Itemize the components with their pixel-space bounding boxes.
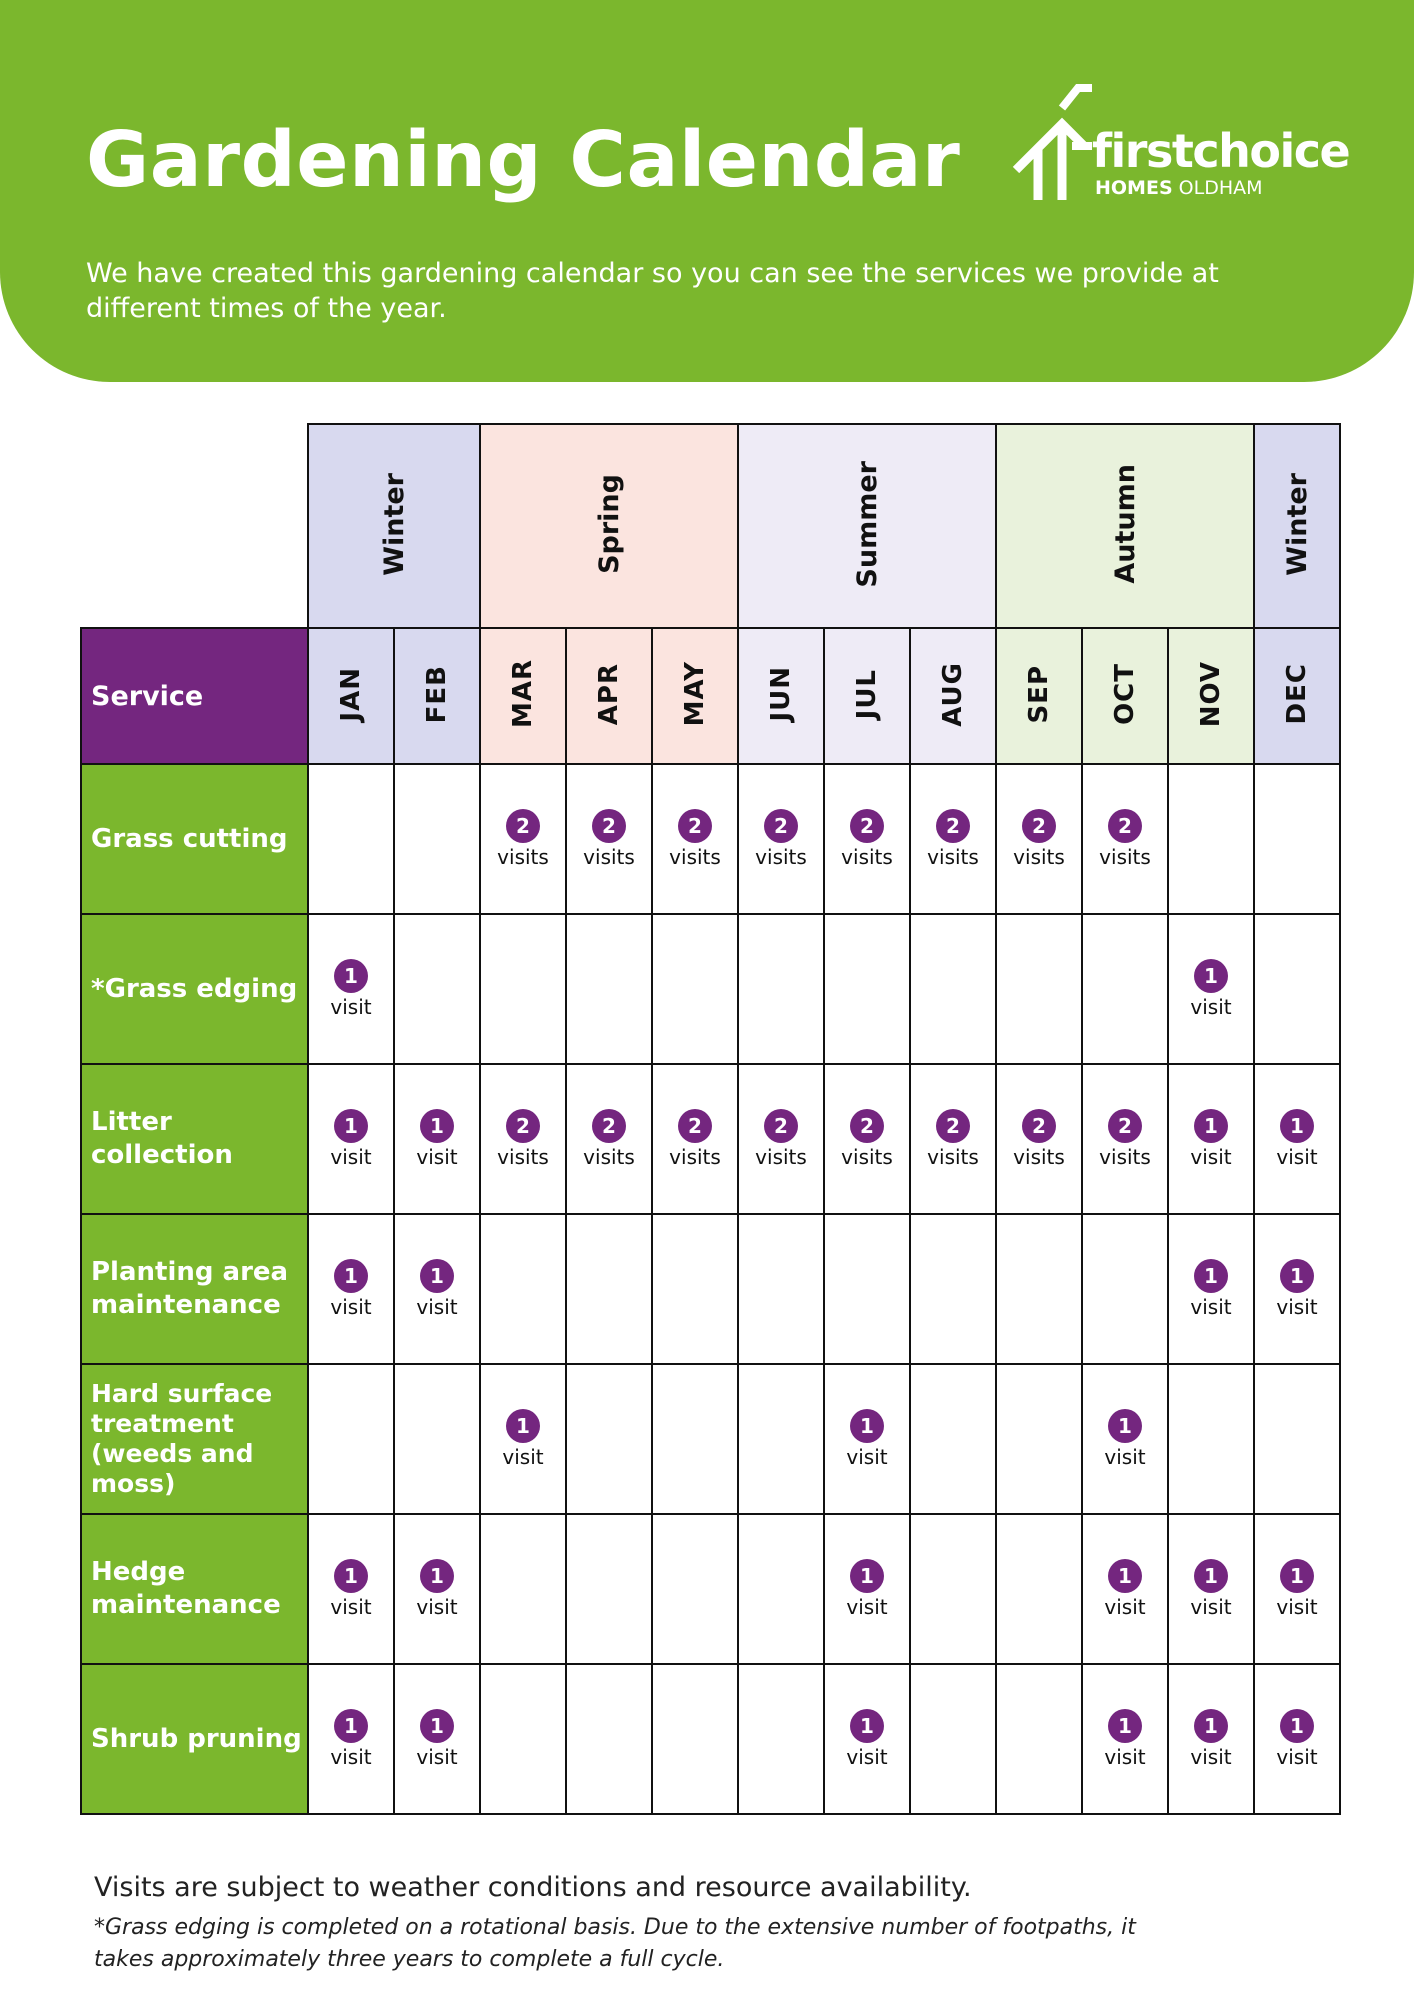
- visit-cell: [1082, 1514, 1168, 1664]
- visit-cell: [824, 1664, 910, 1814]
- season-header-winter: [308, 424, 480, 628]
- service-row: [81, 1214, 1340, 1364]
- visit-count-badge: 1: [850, 1409, 884, 1443]
- visit-count-badge: 1: [1108, 1409, 1142, 1443]
- month-label: JUN: [766, 666, 796, 722]
- visit-cell: [1168, 764, 1254, 914]
- visit-unit-label: visit: [1104, 1595, 1146, 1619]
- visit-count-badge: 2: [1022, 1109, 1056, 1143]
- month-label: DEC: [1282, 663, 1312, 725]
- visit-cell: [566, 1214, 652, 1364]
- visit-cell: [1168, 1664, 1254, 1814]
- visit-unit-label: visit: [330, 1745, 372, 1769]
- visit-count-badge: 1: [1194, 1259, 1228, 1293]
- visit-cell: [566, 1664, 652, 1814]
- visit-unit-label: visit: [502, 1445, 544, 1469]
- service-name: Shrub pruning: [81, 1664, 308, 1814]
- visit-cell: [652, 1514, 738, 1664]
- visit-unit-label: visit: [1276, 1745, 1318, 1769]
- visit-unit-label: visit: [330, 1295, 372, 1319]
- visit-cell: [566, 764, 652, 914]
- visit-cell: [308, 1664, 394, 1814]
- month-label: AUG: [938, 661, 968, 727]
- visit-unit-label: visit: [416, 1295, 458, 1319]
- visit-unit-label: visit: [1276, 1295, 1318, 1319]
- visit-cell: [652, 1214, 738, 1364]
- visit-count-badge: 1: [850, 1709, 884, 1743]
- season-header-winter: [1254, 424, 1340, 628]
- visit-cell: [566, 1514, 652, 1664]
- visit-cell: [394, 1064, 480, 1214]
- visit-count-badge: 2: [592, 809, 626, 843]
- visit-count-badge: 1: [334, 1559, 368, 1593]
- visit-cell: [566, 1364, 652, 1514]
- month-header-may: [652, 628, 738, 764]
- visit-unit-label: visit: [416, 1595, 458, 1619]
- visit-cell: [738, 764, 824, 914]
- visit-cell: [480, 1364, 566, 1514]
- visit-unit-label: visits: [1013, 845, 1065, 869]
- visit-cell: [1254, 1514, 1340, 1664]
- visit-count-badge: 2: [506, 1109, 540, 1143]
- month-header-apr: [566, 628, 652, 764]
- visit-cell: [394, 1214, 480, 1364]
- month-label: NOV: [1196, 660, 1226, 728]
- visit-cell: [308, 1214, 394, 1364]
- visit-count-badge: 2: [678, 1109, 712, 1143]
- visit-count-badge: 1: [334, 959, 368, 993]
- visit-cell: [652, 914, 738, 1064]
- season-header-summer: [738, 424, 996, 628]
- visit-count-badge: 1: [1280, 1259, 1314, 1293]
- visit-unit-label: visits: [927, 845, 979, 869]
- visit-cell: [738, 1064, 824, 1214]
- visit-cell: [1168, 1214, 1254, 1364]
- visit-unit-label: visits: [841, 1145, 893, 1169]
- visit-cell: [652, 1364, 738, 1514]
- visit-cell: [996, 764, 1082, 914]
- visit-cell: [1082, 1364, 1168, 1514]
- visit-count-badge: 1: [1108, 1559, 1142, 1593]
- month-header-jun: [738, 628, 824, 764]
- visit-cell: [1254, 914, 1340, 1064]
- visit-cell: [824, 914, 910, 1064]
- service-name: Grass cutting: [81, 764, 308, 914]
- visit-cell: [996, 1364, 1082, 1514]
- visit-count-badge: 2: [678, 809, 712, 843]
- visit-unit-label: visits: [497, 845, 549, 869]
- intro-text: We have created this gardening calendar so you can see the services we provide at different times of the year.: [86, 258, 1219, 324]
- visit-count-badge: 1: [420, 1259, 454, 1293]
- visit-count-badge: 2: [850, 1109, 884, 1143]
- visit-cell: [480, 1514, 566, 1664]
- visit-cell: [910, 1664, 996, 1814]
- service-name: Litter collection: [81, 1064, 308, 1214]
- service-name: *Grass edging: [81, 914, 308, 1064]
- blank-corner: [81, 424, 308, 628]
- visit-count-badge: 1: [420, 1709, 454, 1743]
- visit-cell: [1168, 1514, 1254, 1664]
- visit-cell: [824, 1214, 910, 1364]
- visit-unit-label: visit: [1104, 1745, 1146, 1769]
- service-row: [81, 1364, 1340, 1514]
- visit-cell: [738, 1214, 824, 1364]
- visit-count-badge: 1: [1280, 1709, 1314, 1743]
- visit-cell: [308, 1364, 394, 1514]
- visit-unit-label: visits: [583, 845, 635, 869]
- visit-count-badge: 1: [850, 1559, 884, 1593]
- visit-cell: [738, 914, 824, 1064]
- visit-cell: [910, 914, 996, 1064]
- visit-unit-label: visit: [416, 1745, 458, 1769]
- visit-cell: [996, 1064, 1082, 1214]
- season-header-spring: [480, 424, 738, 628]
- visit-cell: [1168, 1064, 1254, 1214]
- visit-unit-label: visits: [497, 1145, 549, 1169]
- visit-cell: [308, 1514, 394, 1664]
- visit-unit-label: visit: [846, 1595, 888, 1619]
- visit-cell: [1082, 914, 1168, 1064]
- visit-cell: [308, 1064, 394, 1214]
- month-header-mar: [480, 628, 566, 764]
- visit-cell: [566, 914, 652, 1064]
- visit-count-badge: 2: [850, 809, 884, 843]
- season-label: Summer: [851, 460, 883, 588]
- month-header-jan: [308, 628, 394, 764]
- visit-unit-label: visit: [1190, 1295, 1232, 1319]
- month-label: APR: [594, 662, 624, 726]
- month-header-aug: [910, 628, 996, 764]
- visit-count-badge: 2: [936, 809, 970, 843]
- page-title: Gardening Calendar: [86, 116, 961, 205]
- visit-cell: [1082, 1664, 1168, 1814]
- visit-cell: [824, 1364, 910, 1514]
- visit-cell: [1168, 1364, 1254, 1514]
- visit-unit-label: visit: [1190, 995, 1232, 1019]
- visit-cell: [480, 1214, 566, 1364]
- visit-count-badge: 1: [334, 1109, 368, 1143]
- visit-cell: [1254, 1664, 1340, 1814]
- visit-cell: [738, 1664, 824, 1814]
- visit-unit-label: visits: [841, 845, 893, 869]
- visit-count-badge: 1: [334, 1259, 368, 1293]
- visit-cell: [1082, 1214, 1168, 1364]
- visit-unit-label: visits: [1013, 1145, 1065, 1169]
- visit-cell: [1082, 764, 1168, 914]
- visits-note: Visits are subject to weather conditions and resource availability.: [94, 1872, 972, 1903]
- visit-count-badge: 1: [1194, 1109, 1228, 1143]
- visit-cell: [652, 1064, 738, 1214]
- visit-cell: [308, 914, 394, 1064]
- visit-unit-label: visit: [330, 1145, 372, 1169]
- month-label: SEP: [1024, 664, 1054, 724]
- visit-unit-label: visits: [1099, 845, 1151, 869]
- firstchoice-logo: [1012, 84, 1350, 204]
- visit-cell: [738, 1514, 824, 1664]
- visit-unit-label: visit: [330, 1595, 372, 1619]
- service-name: Hedge maintenance: [81, 1514, 308, 1664]
- visit-cell: [1082, 1064, 1168, 1214]
- visit-cell: [996, 914, 1082, 1064]
- visit-count-badge: 1: [1280, 1109, 1314, 1143]
- visit-unit-label: visits: [583, 1145, 635, 1169]
- month-label: FEB: [422, 664, 452, 724]
- visit-cell: [1168, 914, 1254, 1064]
- month-header-jul: [824, 628, 910, 764]
- month-header-dec: [1254, 628, 1340, 764]
- visit-cell: [308, 764, 394, 914]
- visit-count-badge: 2: [592, 1109, 626, 1143]
- visit-cell: [480, 914, 566, 1064]
- visit-cell: [996, 1514, 1082, 1664]
- visit-cell: [394, 1514, 480, 1664]
- visit-unit-label: visit: [846, 1745, 888, 1769]
- visit-count-badge: 1: [1280, 1559, 1314, 1593]
- season-label: Winter: [378, 472, 410, 576]
- visit-count-badge: 2: [936, 1109, 970, 1143]
- visit-count-badge: 1: [1194, 1559, 1228, 1593]
- visit-count-badge: 1: [334, 1709, 368, 1743]
- month-header-oct: [1082, 628, 1168, 764]
- logo-subtitle: HOMES OLDHAM: [1095, 177, 1263, 199]
- visit-cell: [652, 764, 738, 914]
- visit-cell: [1254, 1214, 1340, 1364]
- visit-cell: [824, 1514, 910, 1664]
- visit-cell: [652, 1664, 738, 1814]
- visit-count-badge: 2: [764, 1109, 798, 1143]
- visit-unit-label: visits: [669, 845, 721, 869]
- visit-cell: [480, 764, 566, 914]
- visit-cell: [910, 764, 996, 914]
- month-label: OCT: [1110, 663, 1140, 725]
- visit-cell: [480, 1064, 566, 1214]
- visit-count-badge: 1: [506, 1409, 540, 1443]
- visit-cell: [394, 1364, 480, 1514]
- gardening-calendar-table: [80, 423, 1341, 1815]
- month-label: MAY: [680, 661, 710, 727]
- season-header-autumn: [996, 424, 1254, 628]
- visit-count-badge: 1: [420, 1109, 454, 1143]
- visit-count-badge: 2: [1022, 809, 1056, 843]
- house-logo-icon: [1012, 84, 1102, 204]
- visit-count-badge: 1: [1108, 1709, 1142, 1743]
- visit-count-badge: 2: [506, 809, 540, 843]
- service-row: [81, 764, 1340, 914]
- visit-unit-label: visits: [927, 1145, 979, 1169]
- month-label: JAN: [336, 666, 366, 722]
- visit-count-badge: 2: [1108, 1109, 1142, 1143]
- visit-unit-label: visits: [755, 845, 807, 869]
- visit-count-badge: 1: [420, 1559, 454, 1593]
- visit-cell: [824, 1064, 910, 1214]
- visit-cell: [910, 1514, 996, 1664]
- visit-unit-label: visit: [846, 1445, 888, 1469]
- service-name: Planting area maintenance: [81, 1214, 308, 1364]
- visit-unit-label: visit: [1190, 1595, 1232, 1619]
- visit-cell: [824, 764, 910, 914]
- visit-unit-label: visit: [416, 1145, 458, 1169]
- month-label: JUL: [852, 668, 882, 720]
- visit-count-badge: 2: [1108, 809, 1142, 843]
- service-column-header: Service: [81, 628, 308, 764]
- visit-unit-label: visit: [1190, 1145, 1232, 1169]
- logo-wordmark: firstchoice: [1092, 124, 1350, 178]
- service-row: [81, 1514, 1340, 1664]
- header-banner: [0, 0, 1414, 382]
- season-label: Autumn: [1109, 464, 1141, 584]
- visit-cell: [1254, 764, 1340, 914]
- visit-unit-label: visit: [1190, 1745, 1232, 1769]
- visit-cell: [1254, 1364, 1340, 1514]
- visit-cell: [1254, 1064, 1340, 1214]
- visit-unit-label: visit: [330, 995, 372, 1019]
- visit-cell: [910, 1364, 996, 1514]
- visit-cell: [394, 1664, 480, 1814]
- service-row: [81, 1064, 1340, 1214]
- grass-edging-footnote: *Grass edging is completed on a rotational basis. Due to the extensive number of footpaths, it takes approximately three years to complete a full cycle.: [94, 1915, 1136, 1972]
- visit-count-badge: 1: [1194, 1709, 1228, 1743]
- visit-unit-label: visits: [755, 1145, 807, 1169]
- visit-cell: [996, 1664, 1082, 1814]
- season-label: Winter: [1281, 472, 1313, 576]
- visit-cell: [910, 1064, 996, 1214]
- visit-unit-label: visits: [1099, 1145, 1151, 1169]
- visit-cell: [566, 1064, 652, 1214]
- visit-unit-label: visit: [1276, 1595, 1318, 1619]
- service-row: [81, 1664, 1340, 1814]
- month-label: MAR: [508, 659, 538, 729]
- visit-cell: [910, 1214, 996, 1364]
- season-label: Spring: [593, 474, 625, 574]
- visit-cell: [996, 1214, 1082, 1364]
- visit-unit-label: visit: [1104, 1445, 1146, 1469]
- visit-unit-label: visits: [669, 1145, 721, 1169]
- visit-cell: [480, 1664, 566, 1814]
- visit-count-badge: 1: [1194, 959, 1228, 993]
- service-name: Hard surface treatment (weeds and moss): [81, 1364, 308, 1514]
- visit-cell: [738, 1364, 824, 1514]
- visit-count-badge: 2: [764, 809, 798, 843]
- month-header-feb: [394, 628, 480, 764]
- visit-cell: [394, 914, 480, 1064]
- month-header-nov: [1168, 628, 1254, 764]
- visit-cell: [394, 764, 480, 914]
- month-header-sep: [996, 628, 1082, 764]
- service-row: [81, 914, 1340, 1064]
- visit-unit-label: visit: [1276, 1145, 1318, 1169]
